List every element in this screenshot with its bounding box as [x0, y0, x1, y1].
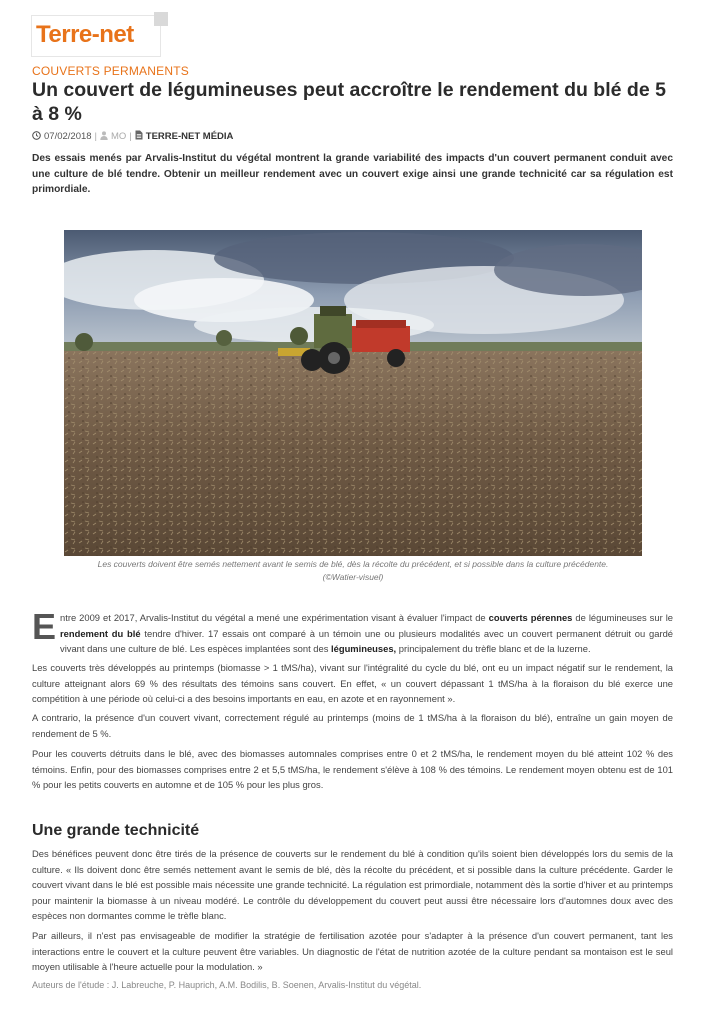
user-icon [100, 131, 108, 143]
paragraph-6: Par ailleurs, il n'est pas envisageable de modifier la stratégie de fertilisation azotée pour s'adapter à la présence d'un couvert permanent, tant les interactions entre le couvert et la culture peuvent être variables. Un diagnostic de l'état de nutrition azotée de la culture pendant sa montaison est le seul moyen utilisable à l'heure actuelle pour la modulation. » [32, 930, 673, 972]
paragraph-2: Les couverts très développés au printemps (biomasse > 1 tMS/ha), vivant sur l'intégralité du cycle du blé, ont eu un impact négatif sur le rendement, la culture atteignant alors 69 % des résultats des témoins sans couvert. En effet, « un couvert dépassant 1 tMS/ha à la floraison du blé exerce une compétition à une période où celui-ci a des besoins importants en eau, en azote et en rayonnement ». [32, 662, 673, 704]
document-icon [135, 130, 143, 143]
meta-separator: | [94, 131, 98, 142]
article-category[interactable]: COUVERTS PERMANENTS [32, 64, 189, 78]
article-photo [64, 230, 642, 556]
link-rendement-ble[interactable]: rendement du blé [60, 627, 141, 639]
link-legumineuses[interactable]: légumineuses, [331, 643, 397, 654]
article-title: Un couvert de légumineuses peut accroître le rendement du blé de 5 à 8 % [32, 79, 666, 125]
photo-caption [64, 558, 642, 584]
article-author: MO [111, 131, 127, 142]
link-couverts-perennes[interactable]: couverts pérennes [488, 612, 573, 623]
article-lead: Des essais menés par Arvalis-Institut du végétal montrent la grande variabilité des impacts d'un couvert permanent conduit avec une culture de blé tendre. Obtenir un meilleur rendement avec un couvert exige ainsi une grande technicité car sa régulation est primordiale. [32, 153, 673, 195]
caption-text: Les couverts doivent être semés nettement avant le semis de blé, dès la récolte du précédent, et si possible dans la culture précédente. [97, 559, 609, 569]
paragraph-5: Des bénéfices peuvent donc être tirés de la présence de couverts sur le rendement du blé à condition qu'ils soient bien développés lors du semis de la culture. « Ils doivent donc être semés nettement avant le semis de blé, dès la récolte du précédent, et si possible dans la culture précédente. Garder le couvert vivant dans le blé est possible mais nécessite une grande technicité. La régulation est primordiale, notamment dès la sortie d'hiver et au printemps pour maintenir la biomasse à un niveau modéré. Le contrôle du développement du couvert peut aussi être nécessaire lors d'automnes doux avec des espèces non dormantes comme le trèfle blanc. [32, 848, 673, 921]
article-date: 07/02/2018 [44, 131, 92, 142]
site-logo[interactable] [32, 12, 168, 56]
article-meta [32, 130, 233, 143]
clock-icon [32, 131, 41, 143]
photo-credit: (©Watier-visuel) [322, 572, 384, 582]
paragraph-4: Pour les couverts détruits dans le blé, avec des biomasses automnales comprises entre 0 et 2 tMS/ha, le rendement moyen du blé atteint 102 % des témoins. Enfin, pour des biomasses comprises entre 2 et 5,5 tMS/ha, le rendement s'élève à 108 % des témoins. Le rendement moyen obtenu est de 101 % pour les petits couverts en automne et de 105 % pour les plus gros. [32, 748, 673, 790]
meta-separator: | [129, 131, 132, 142]
study-authors: Auteurs de l'étude : J. Labreuche, P. Hauprich, A.M. Bodilis, B. Soenen, Arvalis-Institut du végétal. [32, 980, 422, 990]
logo-corner [154, 12, 168, 26]
paragraph-3: A contrario, la présence d'un couvert vivant, correctement régulé au printemps (moins de 1 tMS/ha à la floraison du blé), entraîne un gain moyen de rendement de 5 %. [32, 712, 673, 739]
drop-cap: E [32, 606, 57, 647]
article-source[interactable]: TERRE-NET MÉDIA [145, 131, 234, 142]
paragraph-1: Entre 2009 et 2017, Arvalis-Institut du végétal a mené une expérimentation visant à évaluer l'impact de couverts pérennes de légumineuses sur le rendement du blé tendre d'hiver. 17 essais ont comparé à un témoin une ou plusieurs modalités avec un couvert permanent détruit ou gardé vivant dans une culture de blé. Les espèces implantées sont des légumineuses, principalement du trèfle blanc et de la luzerne. [32, 606, 673, 654]
section-heading: Une grande technicité [32, 822, 200, 839]
tractor-field-image [64, 230, 642, 556]
logo-text: Terre-net [36, 21, 134, 48]
